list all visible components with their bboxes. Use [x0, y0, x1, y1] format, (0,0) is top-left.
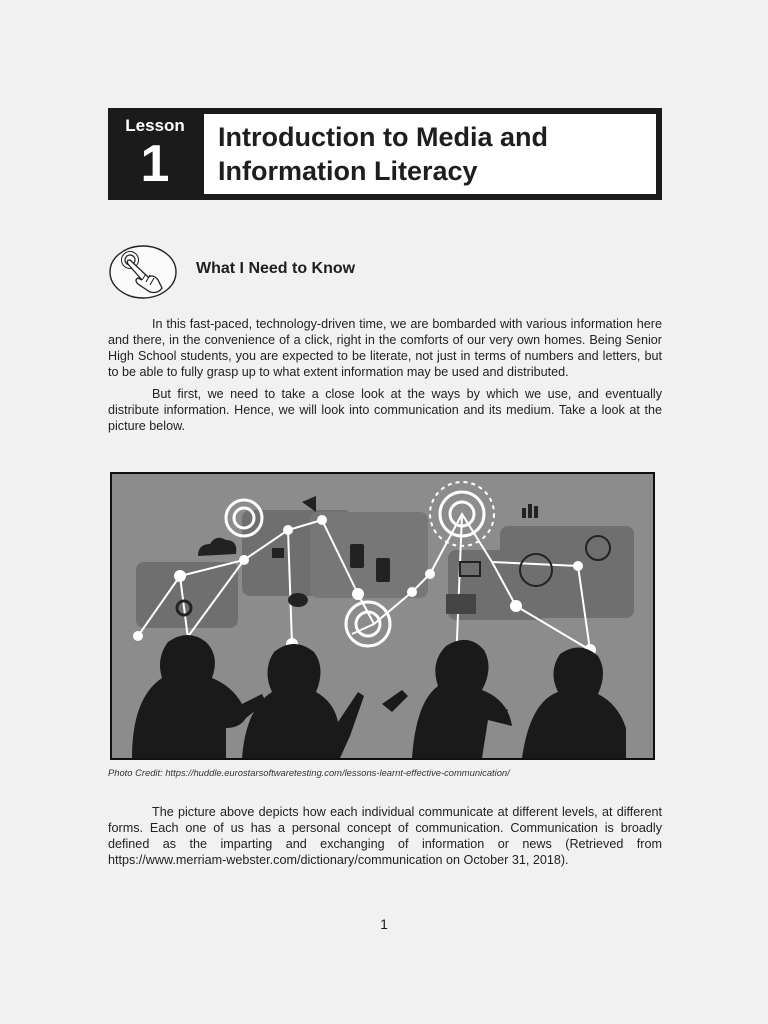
bar-chart-icon: [522, 508, 526, 518]
phone-icon: [376, 558, 390, 582]
monitor-icon: [446, 594, 476, 614]
intro-paragraph-1: In this fast-paced, technology-driven time, we are bombarded with various information here and there, in the convenience of a click, right in the comforts of our very own homes. Being Senior High School students, you are expected to be literate, not just in terms of numbers and letters, but to be able to fully grasp up to what extent information may be used and distributed.: [108, 317, 662, 379]
lesson-title-box: [204, 114, 656, 194]
page-number: 1: [380, 916, 388, 932]
closing-text: [108, 804, 662, 874]
speech-bubble: [310, 512, 428, 598]
lesson-header: [108, 108, 662, 200]
lesson-title-line-1: Introduction to Media and: [218, 122, 548, 152]
closing-paragraph: The picture above depicts how each individual communicate at different levels, at different forms. Each one of us has a personal concept of communication. Communication is broadly defined as the imparting and exchanging of information or news (Retrieved from https://www.merriam-webster.com/dictionary/communication on October 31, 2018).: [108, 805, 662, 867]
chat-bubbles-icon: [288, 593, 308, 607]
photo-credit: Photo Credit: https://huddle.eurostarsoftwaretesting.com/lessons-learnt-effective-communication/: [108, 767, 510, 778]
touch-hand-icon: [108, 244, 178, 300]
section-title: What I Need to Know: [196, 260, 356, 277]
lesson-title-line-2: Information Literacy: [218, 156, 478, 186]
intro-text: [108, 316, 662, 440]
lesson-label: Lesson: [125, 116, 185, 135]
phone-icon: [350, 544, 364, 568]
lesson-tag: [108, 108, 202, 200]
communication-illustration: [110, 472, 655, 760]
people-network-icon: [272, 548, 284, 558]
lesson-number: 1: [140, 135, 170, 193]
intro-paragraph-2: But first, we need to take a close look at the ways by which we use, and eventually distribute information. Hence, we will look into communication and its medium. Take a look at the picture below.: [108, 387, 662, 433]
